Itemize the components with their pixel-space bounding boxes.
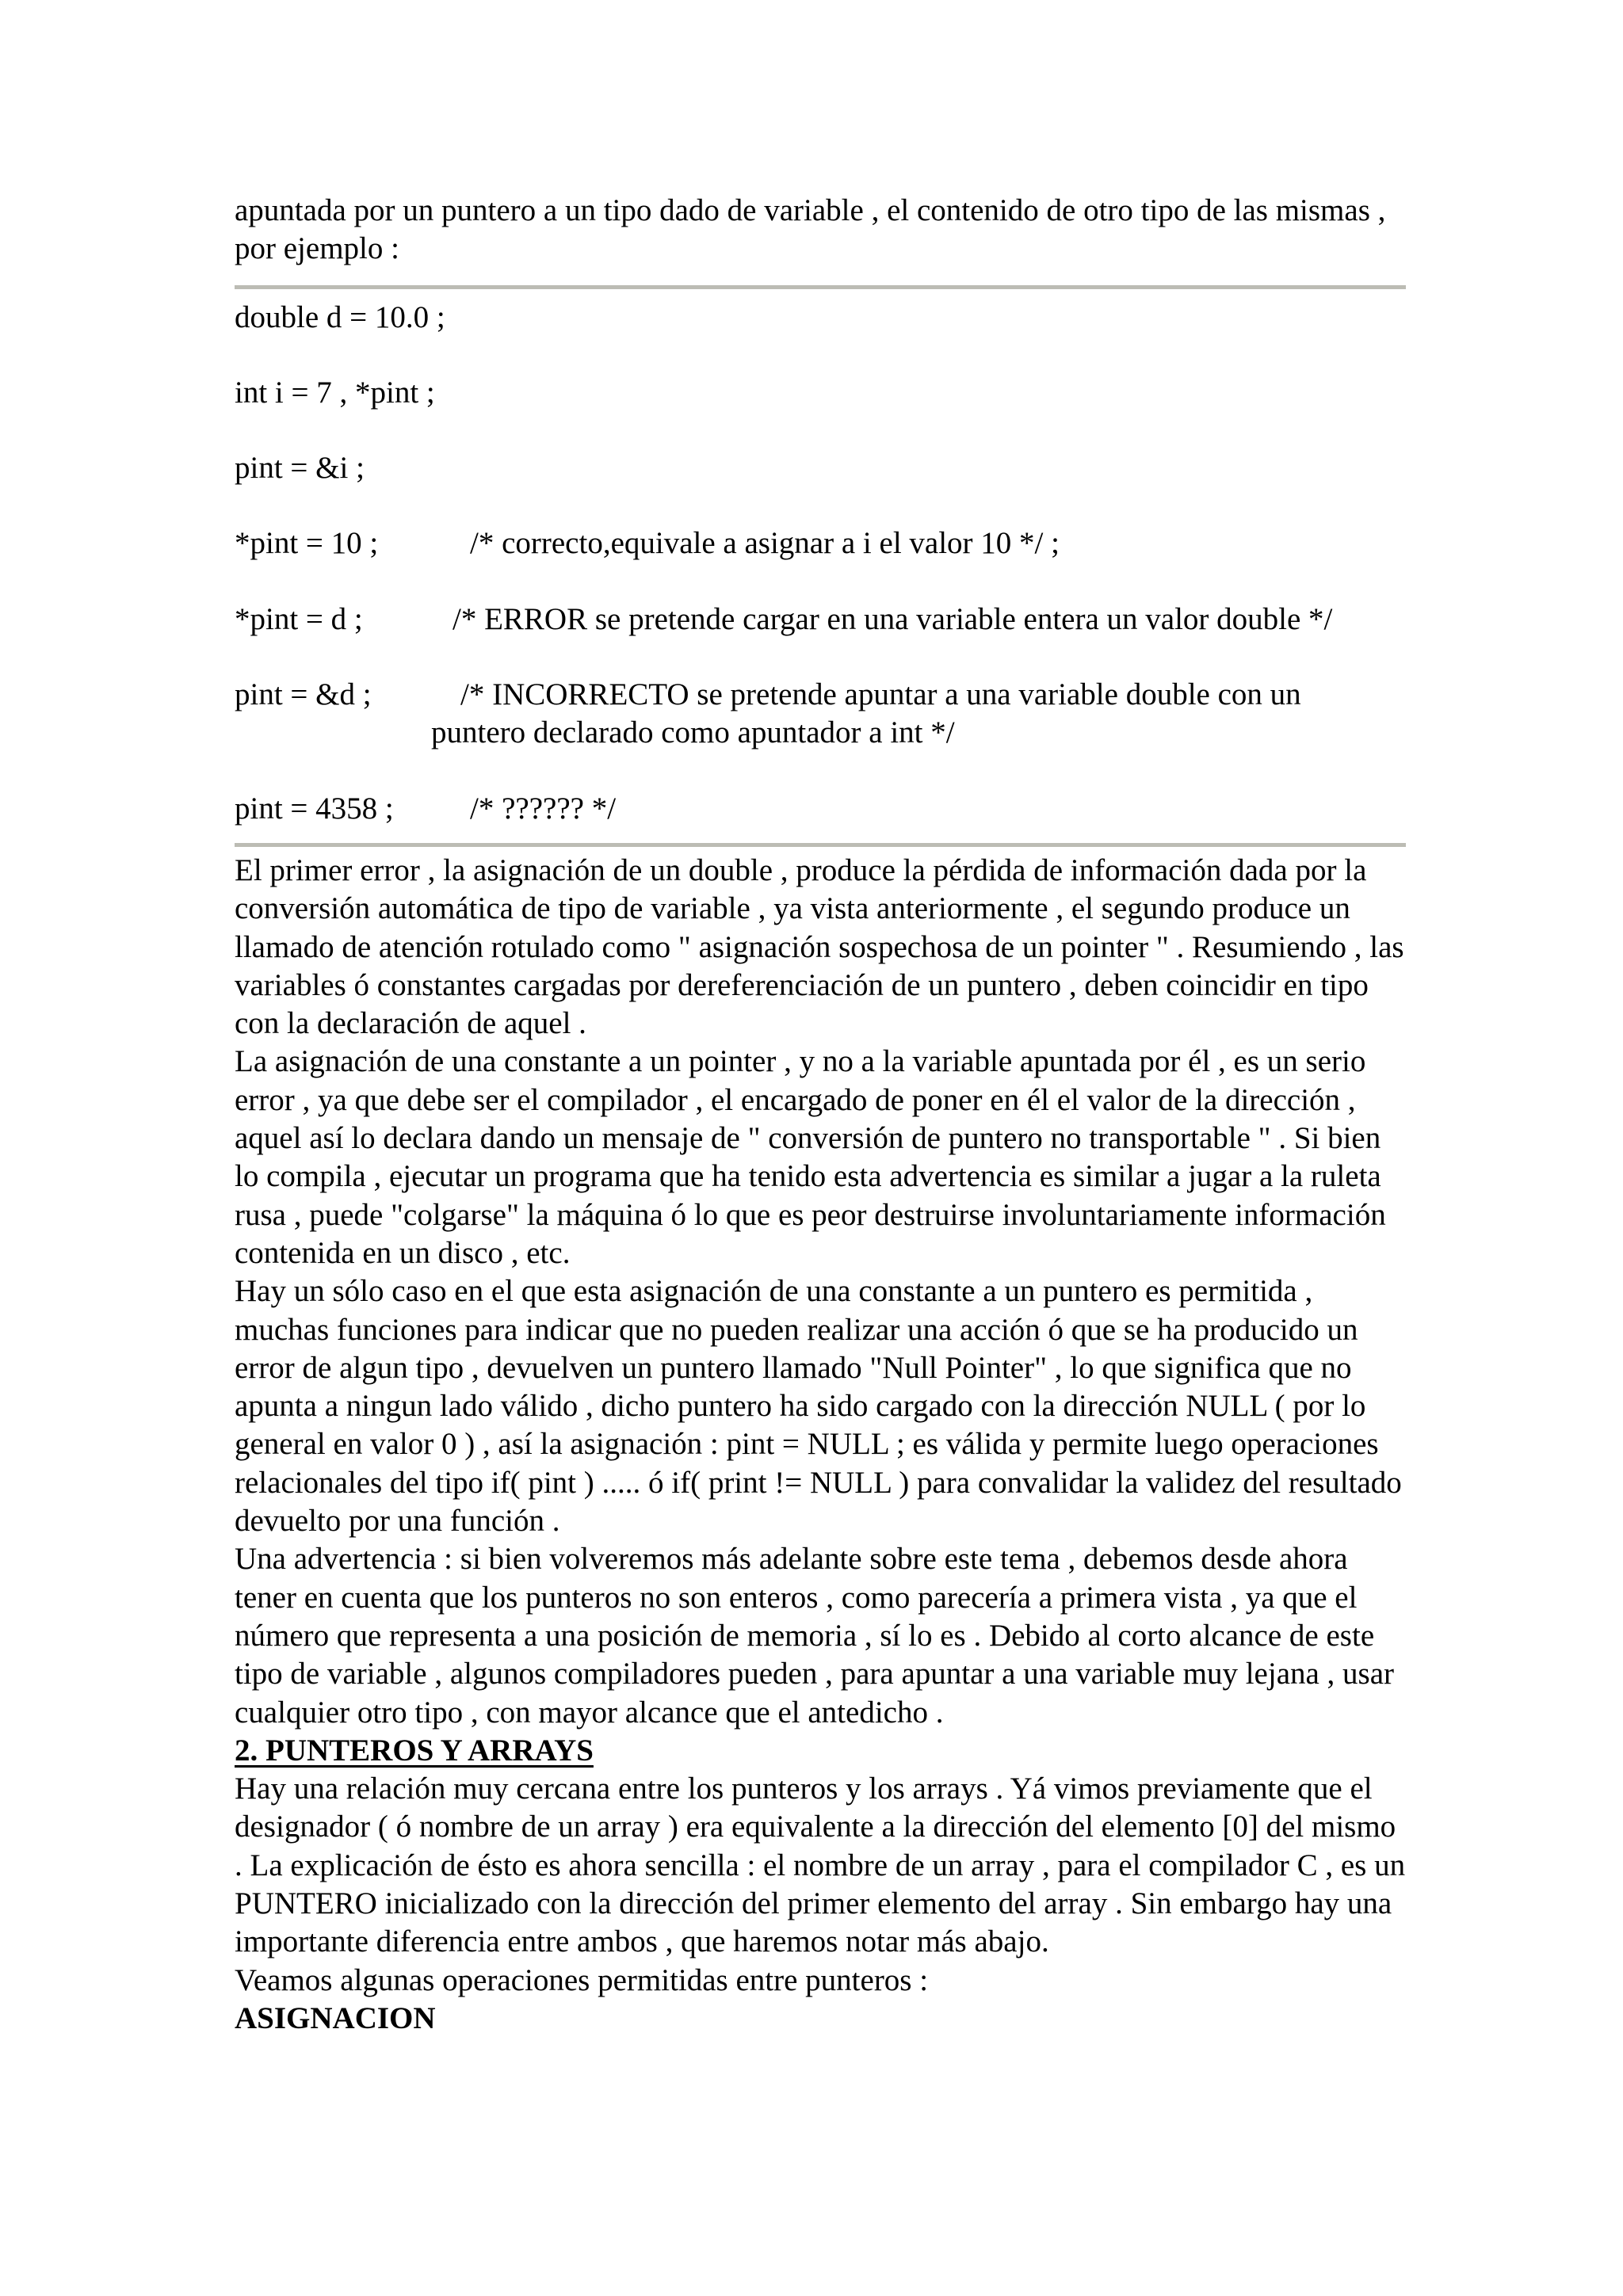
code-line [235, 374, 1406, 412]
code-line [235, 601, 1406, 639]
code-comment: /* ?????? */ [470, 791, 617, 826]
intro-paragraph: apuntada por un puntero a un tipo dado de variable , el contenido de otro tipo de las mismas , por ejemplo : [235, 193, 1394, 266]
code-example [235, 299, 1406, 828]
horizontal-rule [235, 285, 1406, 289]
body-paragraph: Hay un sólo caso en el que esta asignación de una constante a un puntero es permitida , muchas funciones para indicar que no pueden realizar una acción ó que se ha producido un error de algun tipo , devuelven un puntero llamado "Null Pointer" , lo que significa que no apunta a ningun lado válido , dicho puntero ha sido cargado con la dirección NULL ( por lo general en valor 0 ) , así la asignación : pint = NULL ; es válida y permite luego operaciones relacionales del tipo if( pint ) ..... ó if( print != NULL ) para convalidar la validez del resultado devuelto por una función . [235, 1274, 1410, 1539]
body-paragraph: La asignación de una constante a un pointer , y no a la variable apuntada por él , es un serio error , ya que debe ser el compilador , el encargado de poner en él el valor de la dirección , aquel así lo declara dando un mensaje de " conversión de puntero no transportable " . Si bien lo compila , ejecutar un programa que ha tenido esta advertencia es similar a jugar a la ruleta rusa , puede "colgarse" la máquina ó lo que es peor destruirse involuntariamente información contenida en un disco , etc. [235, 1044, 1394, 1270]
code-statement: pint = 4358 ; [235, 791, 394, 826]
section-heading: 2. PUNTEROS Y ARRAYS [235, 1733, 594, 1768]
code-line [235, 449, 1406, 487]
code-statement: double d = 10.0 ; [235, 299, 445, 334]
code-comment: /* INCORRECTO se pretende apuntar a una variable double con un puntero declarado como apuntador a int */ [431, 677, 1309, 750]
code-line [235, 790, 1406, 828]
document-page [235, 192, 1413, 2038]
body-paragraph: Hay una relación muy cercana entre los punteros y los arrays . Yá vimos previamente que el designador ( ó nombre de un array ) era equivalente a la dirección del elemento [0] del mismo . La explicación de ésto es ahora sencilla : el nombre de un array , para el compilador C , es un PUNTERO inicializado con la dirección del primer elemento del array . Sin embargo hay una importante diferencia entre ambos , que haremos notar más abajo. [235, 1772, 1413, 1959]
subsection-heading: ASIGNACION [235, 2000, 436, 2035]
code-statement: pint = &d ; [235, 677, 372, 712]
horizontal-rule [235, 843, 1406, 847]
code-line [235, 524, 1406, 563]
body-paragraph: Una advertencia : si bien volveremos más adelante sobre este tema , debemos desde ahora tener en cuenta que los punteros no son enteros , como parecería a primera vista , ya que el número que representa a una posición de memoria , sí lo es . Debido al corto alcance de este tipo de variable , algunos compiladores pueden , para apuntar a una variable muy lejana , usar cualquier otro tipo , con mayor alcance que el antedicho . [235, 1542, 1402, 1730]
code-comment: /* correcto,equivale a asignar a i el valor 10 */ ; [470, 526, 1060, 561]
code-comment: /* ERROR se pretende cargar en una variable entera un valor double */ [453, 601, 1333, 636]
code-statement: *pint = 10 ; [235, 526, 379, 561]
body-paragraph: El primer error , la asignación de un double , produce la pérdida de información dada por la conversión automática de tipo de variable , ya vista anteriormente , el segundo produce un llamado de atención rotulado como " asignación sospechosa de un pointer " . Resumiendo , las variables ó constantes cargadas por dereferenciación de un puntero , deben coincidir en tipo con la declaración de aquel . [235, 852, 1412, 1041]
code-statement: int i = 7 , *pint ; [235, 375, 435, 410]
body-paragraph: Veamos algunas operaciones permitidas entre punteros : [235, 1962, 929, 1997]
code-statement: pint = &i ; [235, 451, 365, 486]
code-line [235, 299, 1406, 337]
code-line [235, 676, 1406, 753]
code-statement: *pint = d ; [235, 601, 363, 636]
